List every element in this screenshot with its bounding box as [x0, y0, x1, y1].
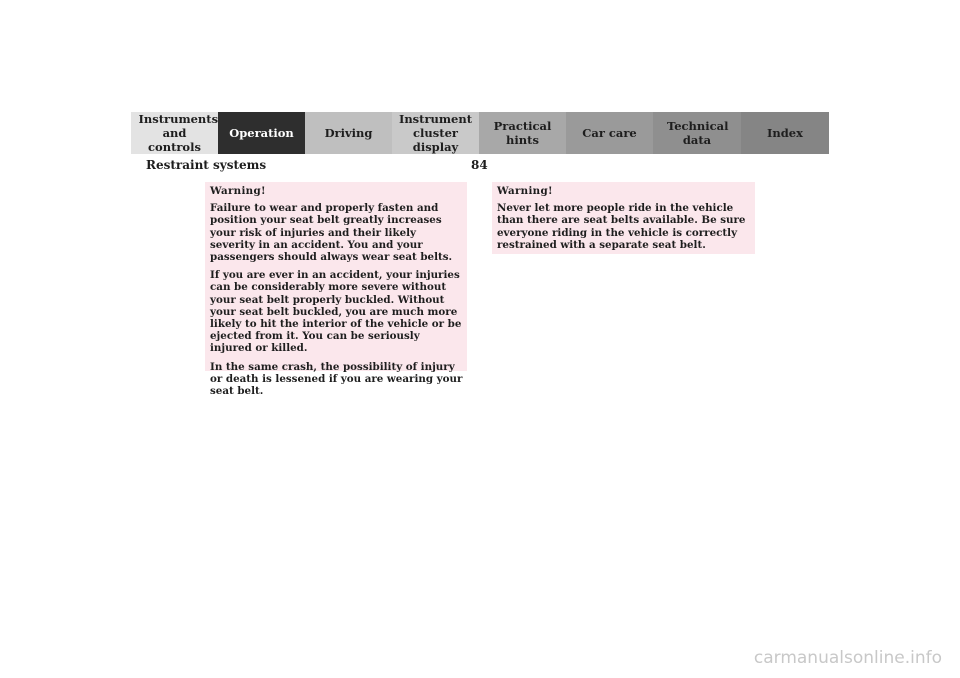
- chapter-tabs: [131, 112, 829, 154]
- tab-driving[interactable]: [305, 112, 392, 154]
- footer-watermark: carmanualsonline.info: [753, 648, 942, 668]
- section-title: Restraint systems: [146, 158, 267, 172]
- tab-index[interactable]: [741, 112, 829, 154]
- page-number: 84: [471, 158, 488, 172]
- tab-label: Operation: [229, 126, 294, 140]
- tab-car-care[interactable]: [566, 112, 653, 154]
- warning-box: [492, 182, 755, 254]
- warning-box: [205, 182, 467, 398]
- tab-label: Instruments and controls: [138, 112, 219, 154]
- warning-paragraph: If you are ever in an accident, your injuries can be considerably more severe without your seat belt properly buckled. Without your seat belt buckled, you are much more likely to hit the interior of the vehicle or be ejected from it. You can be seriously injured or killed.: [210, 269, 462, 355]
- tab-technical-data[interactable]: [653, 112, 741, 154]
- tab-label: Technical data: [667, 119, 729, 147]
- tab-instrument-cluster-display[interactable]: [392, 112, 479, 154]
- tab-label: Practical hints: [493, 119, 552, 147]
- warning-heading: Warning!: [497, 185, 553, 197]
- warning-heading: Warning!: [210, 185, 266, 197]
- warning-paragraph: Failure to wear and properly fasten and position your seat belt greatly increases your risk of injuries and their likely severity in an accident. You and your passengers should always wear seat belts.: [210, 202, 453, 264]
- warning-paragraph: In the same crash, the possibility of injury or death is lessened if you are wearing your seat belt.: [210, 360, 463, 398]
- tab-label: Driving: [324, 126, 373, 140]
- tab-label: Car care: [582, 126, 637, 140]
- tab-label: Index: [767, 126, 803, 140]
- tab-label: Instrument cluster display: [398, 112, 473, 154]
- tab-instruments-and-controls[interactable]: [131, 112, 218, 154]
- tab-operation[interactable]: [218, 112, 305, 154]
- warning-paragraph: Never let more people ride in the vehicle than there are seat belts available. Be sure everyone riding in the vehicle is correctly restrained with a separate seat belt.: [497, 202, 746, 251]
- tab-practical-hints[interactable]: [479, 112, 566, 154]
